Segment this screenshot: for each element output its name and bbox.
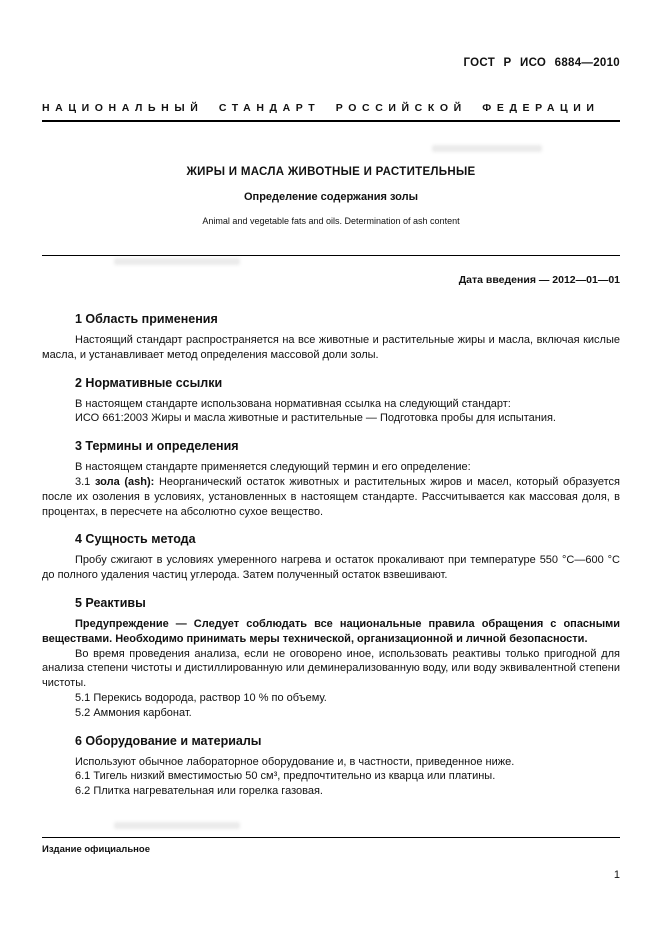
paragraph-terms-intro: В настоящем стандарте применяется следующий термин и его определение: <box>75 461 471 474</box>
scan-artifact <box>432 145 542 152</box>
page-number: 1 <box>613 869 620 881</box>
term-number: 3.1 <box>75 475 91 488</box>
document-subtitle-ru: Определение содержания золы <box>244 191 418 203</box>
national-standard-banner: НАЦИОНАЛЬНЫЙ СТАНДАРТ РОССИЙСКОЙ ФЕДЕРАЦИИ <box>42 102 600 114</box>
title-separator-rule <box>42 255 620 256</box>
section-heading-terms: 3 Термины и определения <box>75 439 239 454</box>
paragraph-apparatus-6-1: 6.1 Тигель низкий вместимостью 50 см³, предпочтительно из кварца или платины. <box>75 770 496 783</box>
paragraph-term-definition <box>42 475 620 519</box>
paragraph-reagent-5-1: 5.1 Перекись водорода, раствор 10 % по объему. <box>75 691 327 704</box>
paragraph-reagents-purity: Во время проведения анализа, если не оговорено иное, использовать реактивы только пригодной для анализа степени чистоты и дистиллированную или деминерализованную воду, или воду эквивалентной степени чистоты. <box>42 647 620 690</box>
doc-code: ГОСТ Р ИСО 6884—2010 <box>463 57 620 69</box>
title-block <box>42 166 620 226</box>
document-title-ru: ЖИРЫ И МАСЛА ЖИВОТНЫЕ И РАСТИТЕЛЬНЫЕ <box>186 166 476 178</box>
term-name: зола (ash): <box>94 475 155 488</box>
section-heading-reagents: 5 Реактивы <box>75 595 146 610</box>
banner-rule <box>42 120 620 122</box>
page-content <box>42 0 620 799</box>
paragraph-principle: Пробу сжигают в условиях умеренного нагрева и остаток прокаливают при температуре 550 °С—600 °С до полного удаления частиц углерода. Затем полученный остаток взвешивают. <box>42 554 620 582</box>
edition-note: Издание официальное <box>42 844 150 855</box>
document-title-en: Animal and vegetable fats and oils. Determination of ash content <box>202 216 460 226</box>
scan-artifact <box>114 822 240 829</box>
paragraph-apparatus-intro: Используют обычное лабораторное оборудование и, в частности, приведенное ниже. <box>75 755 515 768</box>
section-heading-scope: 1 Область применения <box>75 312 218 326</box>
section-heading-principle: 4 Сущность метода <box>75 532 196 547</box>
paragraph-scope: Настоящий стандарт распространяется на все животные и растительные жиры и масла, включая кислые масла, и устанавливает метод определения массовой доли золы. <box>42 334 620 361</box>
term-definition-text: Неорганический остаток животных и растительных жиров и масел, который образуется после их озоления в условиях, установленных в настоящем стандарте. Рассчитывается как массовая доля, в процентах, в пересчете на абсолютно сухое вещество. <box>42 475 620 518</box>
scan-artifact <box>114 258 240 265</box>
effective-date: Дата введения — 2012—01—01 <box>458 274 620 286</box>
section-heading-apparatus: 6 Оборудование и материалы <box>75 733 262 748</box>
paragraph-normative-intro: В настоящем стандарте использована нормативная ссылка на следующий стандарт: <box>75 397 511 410</box>
section-heading-normative-references: 2 Нормативные ссылки <box>75 375 223 390</box>
paragraph-normative-reference: ИСО 661:2003 Жиры и масла животные и растительные — Подготовка пробы для испытания. <box>75 412 556 425</box>
paragraph-reagent-5-2: 5.2 Аммония карбонат. <box>75 706 192 719</box>
paragraph-warning: Предупреждение — Следует соблюдать все национальные правила обращения с опасными веществами. Необходимо принимать меры технической, организационной и личной безопасности. <box>42 617 620 645</box>
footer-rule <box>42 837 620 838</box>
paragraph-apparatus-6-2: 6.2 Плитка нагревательная или горелка газовая. <box>75 785 323 798</box>
